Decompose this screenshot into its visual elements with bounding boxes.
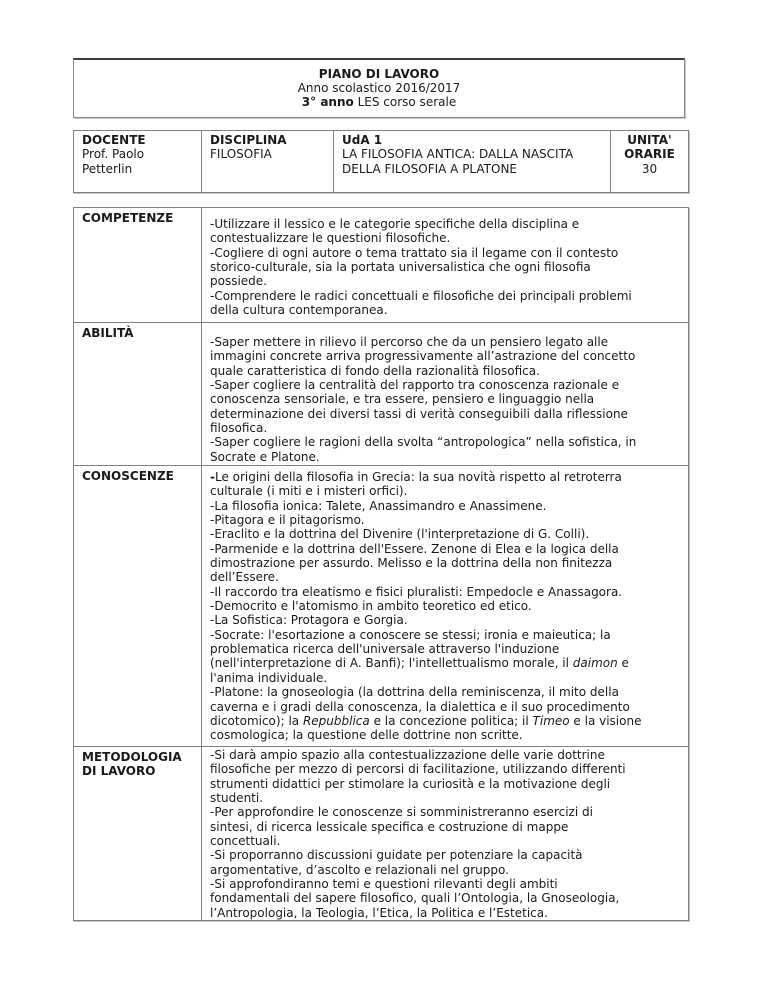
- text-line: -Comprendere le radici concettuali e filosofiche dei principali problemi: [210, 288, 632, 303]
- docente-line: Petterlin: [82, 161, 133, 176]
- section-label: [74, 466, 202, 747]
- section-label: [74, 747, 202, 921]
- uda-title: [342, 147, 604, 176]
- text-line: immagini concrete arriva progressivamente all’astrazione del concetto: [210, 349, 636, 364]
- text-line: -Cogliere di ogni autore o tema trattato sia il legame con il contesto: [210, 245, 619, 260]
- section-label-line: METODOLOGIA: [82, 750, 182, 764]
- text-line: concettuali.: [210, 834, 281, 849]
- section-label-line: COMPETENZE: [82, 211, 174, 225]
- docente-line: Prof. Paolo: [82, 147, 145, 162]
- text-line: -La Sofistica: Protagora e Gorgia.: [210, 613, 408, 628]
- section-row-metodologia: [74, 747, 689, 921]
- text-line: quale caratteristica di fondo della razionalità filosofica.: [210, 363, 540, 378]
- italic-term: Timeo: [532, 713, 570, 728]
- docente-label: DOCENTE: [82, 133, 146, 147]
- text-line: -Pitagora e il pitagorismo.: [210, 513, 365, 528]
- section-label-line: ABILITÀ: [82, 326, 134, 340]
- unita-orarie-value: 30: [641, 161, 658, 176]
- text-line: contestualizzare le questioni filosofiche.: [210, 231, 451, 246]
- text-line: cosmologica; la questione delle dottrine non scritte.: [210, 728, 523, 743]
- section-row-abilita: [74, 323, 689, 466]
- bold-segment: -: [210, 470, 215, 484]
- uda-cell: [334, 131, 611, 193]
- text-line: [210, 470, 682, 484]
- text-line: -Utilizzare il lessico e le categorie specifiche della disciplina e: [210, 217, 580, 231]
- text-line: -Platone: la gnoseologia (la dottrina della reminiscenza, il mito della: [210, 685, 619, 700]
- text-line: -Parmenide e la dottrina dell'Essere. Zenone di Elea e la logica della: [210, 541, 619, 556]
- text-line: sintesi, di ricerca lessicale specifica e costruzione di mappe: [210, 819, 569, 834]
- disciplina-cell: [202, 131, 334, 193]
- text-line: -Il raccordo tra eleatismo e fisici pluralisti: Empedocle e Anassagora.: [210, 584, 623, 599]
- section-label-line: DI LAVORO: [82, 764, 156, 779]
- text-line: -Eraclito e la dottrina del Divenire (l'interpretazione di G. Colli).: [210, 527, 590, 542]
- docente-value: [82, 147, 195, 176]
- unita-orarie-label-line: UNITA': [627, 133, 672, 147]
- italic-term: daimon: [572, 656, 618, 671]
- section-content: [202, 208, 689, 323]
- school-year: Anno scolastico 2016/2017: [297, 81, 461, 95]
- text-segment: (nell'interpretazione di A. Banfi); l'intellettualismo morale, il: [210, 656, 573, 671]
- text-segment: e la concezione politica; il: [369, 713, 533, 728]
- section-label: [74, 208, 202, 323]
- document-title: PIANO DI LAVORO: [318, 67, 440, 81]
- text-line: -Per approfondire le conoscenze si somministreranno esercizi di: [210, 805, 593, 820]
- disciplina-label: DISCIPLINA: [210, 133, 287, 147]
- section-row-conoscenze: [74, 466, 689, 747]
- text-line: fondamentali del sapere filosofico, quali l’Ontologia, la Gnoseologia,: [210, 891, 620, 906]
- class-info: [74, 95, 684, 109]
- info-row: [74, 131, 689, 193]
- unita-orarie-label: [613, 133, 686, 162]
- text-line: l’Antropologia, la Teologia, l’Etica, la Politica e l’Estetica.: [210, 905, 548, 920]
- text-line: filosofica.: [210, 421, 268, 436]
- section-content: [202, 323, 689, 466]
- section-label: [74, 323, 202, 466]
- text-line: Socrate e Platone.: [210, 449, 320, 464]
- text-segment: e: [617, 656, 629, 671]
- text-line: possiede.: [210, 274, 267, 289]
- class-course: LES corso serale: [353, 95, 457, 109]
- text-line: -Si darà ampio spazio alla contestualizzazione delle varie dottrine: [210, 748, 605, 762]
- sections-table: [73, 207, 689, 921]
- text-segment: Le origini della filosofia in Grecia: la sua novità rispetto al retroterra: [214, 470, 622, 484]
- uda-title-line: LA FILOSOFIA ANTICA: DALLA NASCITA: [342, 147, 574, 162]
- section-content: [202, 466, 689, 747]
- text-segment: e la visione: [569, 713, 642, 728]
- disciplina-value: [210, 147, 327, 161]
- disciplina-line: FILOSOFIA: [210, 147, 272, 162]
- text-line: strumenti didattici per stimolare la curiosità e la motivazione degli: [210, 776, 611, 791]
- section-label-line: CONOSCENZE: [82, 469, 174, 483]
- text-line: [210, 714, 682, 728]
- text-line: -Democrito e l'atomismo in ambito teoretico ed etico.: [210, 599, 532, 614]
- text-line: dell’Essere.: [210, 570, 279, 585]
- text-line: -Socrate: l'esortazione a conoscere se stessi; ironia e maieutica; la: [210, 627, 611, 642]
- unita-orarie-label-line: ORARIE: [624, 147, 675, 162]
- document-header: [73, 58, 685, 118]
- section-row-competenze: [74, 208, 689, 323]
- text-line: l'anima individuale.: [210, 670, 328, 685]
- text-line: culturale (i miti e i misteri orfici).: [210, 484, 408, 499]
- text-line: -Saper cogliere la centralità del rapporto tra conoscenza razionale e: [210, 378, 620, 393]
- text-line: problematica ricerca dell'universale attraverso l'induzione: [210, 642, 560, 657]
- italic-term: Repubblica: [302, 713, 370, 728]
- text-line: dimostrazione per assurdo. Melisso e la dottrina della non finitezza: [210, 556, 613, 571]
- uda-label: UdA 1: [342, 133, 383, 147]
- info-table: [73, 130, 689, 193]
- text-line: -Saper mettere in rilievo il percorso che da un pensiero legato alle: [210, 335, 609, 349]
- text-line: storico-culturale, sia la portata universalistica che ogni filosofia: [210, 260, 591, 275]
- docente-cell: [74, 131, 202, 193]
- text-line: studenti.: [210, 791, 264, 806]
- uda-title-line: DELLA FILOSOFIA A PLATONE: [342, 161, 517, 176]
- text-line: determinazione dei diversi tassi di verità conseguibili dalla riflessione: [210, 406, 628, 421]
- class-year: 3° anno: [301, 95, 354, 109]
- text-line: -Si approfondiranno temi e questioni rilevanti degli ambiti: [210, 877, 558, 892]
- text-segment: dicotomico); la: [210, 713, 303, 728]
- unita-orarie-cell: [611, 131, 689, 193]
- section-content: [202, 747, 689, 921]
- text-line: argomentative, d’ascolto e relazionali nel gruppo.: [210, 862, 509, 877]
- text-line: -Si proporranno discussioni guidate per potenziare la capacità: [210, 848, 583, 863]
- text-line: conoscenza sensoriale, e tra essere, pensiero e linguaggio nella: [210, 392, 595, 407]
- text-line: -La filosofia ionica: Talete, Anassimandro e Anassimene.: [210, 498, 547, 513]
- text-line: filosofiche per mezzo di percorsi di facilitazione, utilizzando differenti: [210, 762, 626, 777]
- text-line: [210, 656, 682, 670]
- text-line: caverna e i gradi della conoscenza, la dialettica e il suo procedimento: [210, 699, 630, 714]
- text-line: -Saper cogliere le ragioni della svolta “antropologica” nella sofistica, in: [210, 435, 637, 450]
- text-line: della cultura contemporanea.: [210, 303, 388, 318]
